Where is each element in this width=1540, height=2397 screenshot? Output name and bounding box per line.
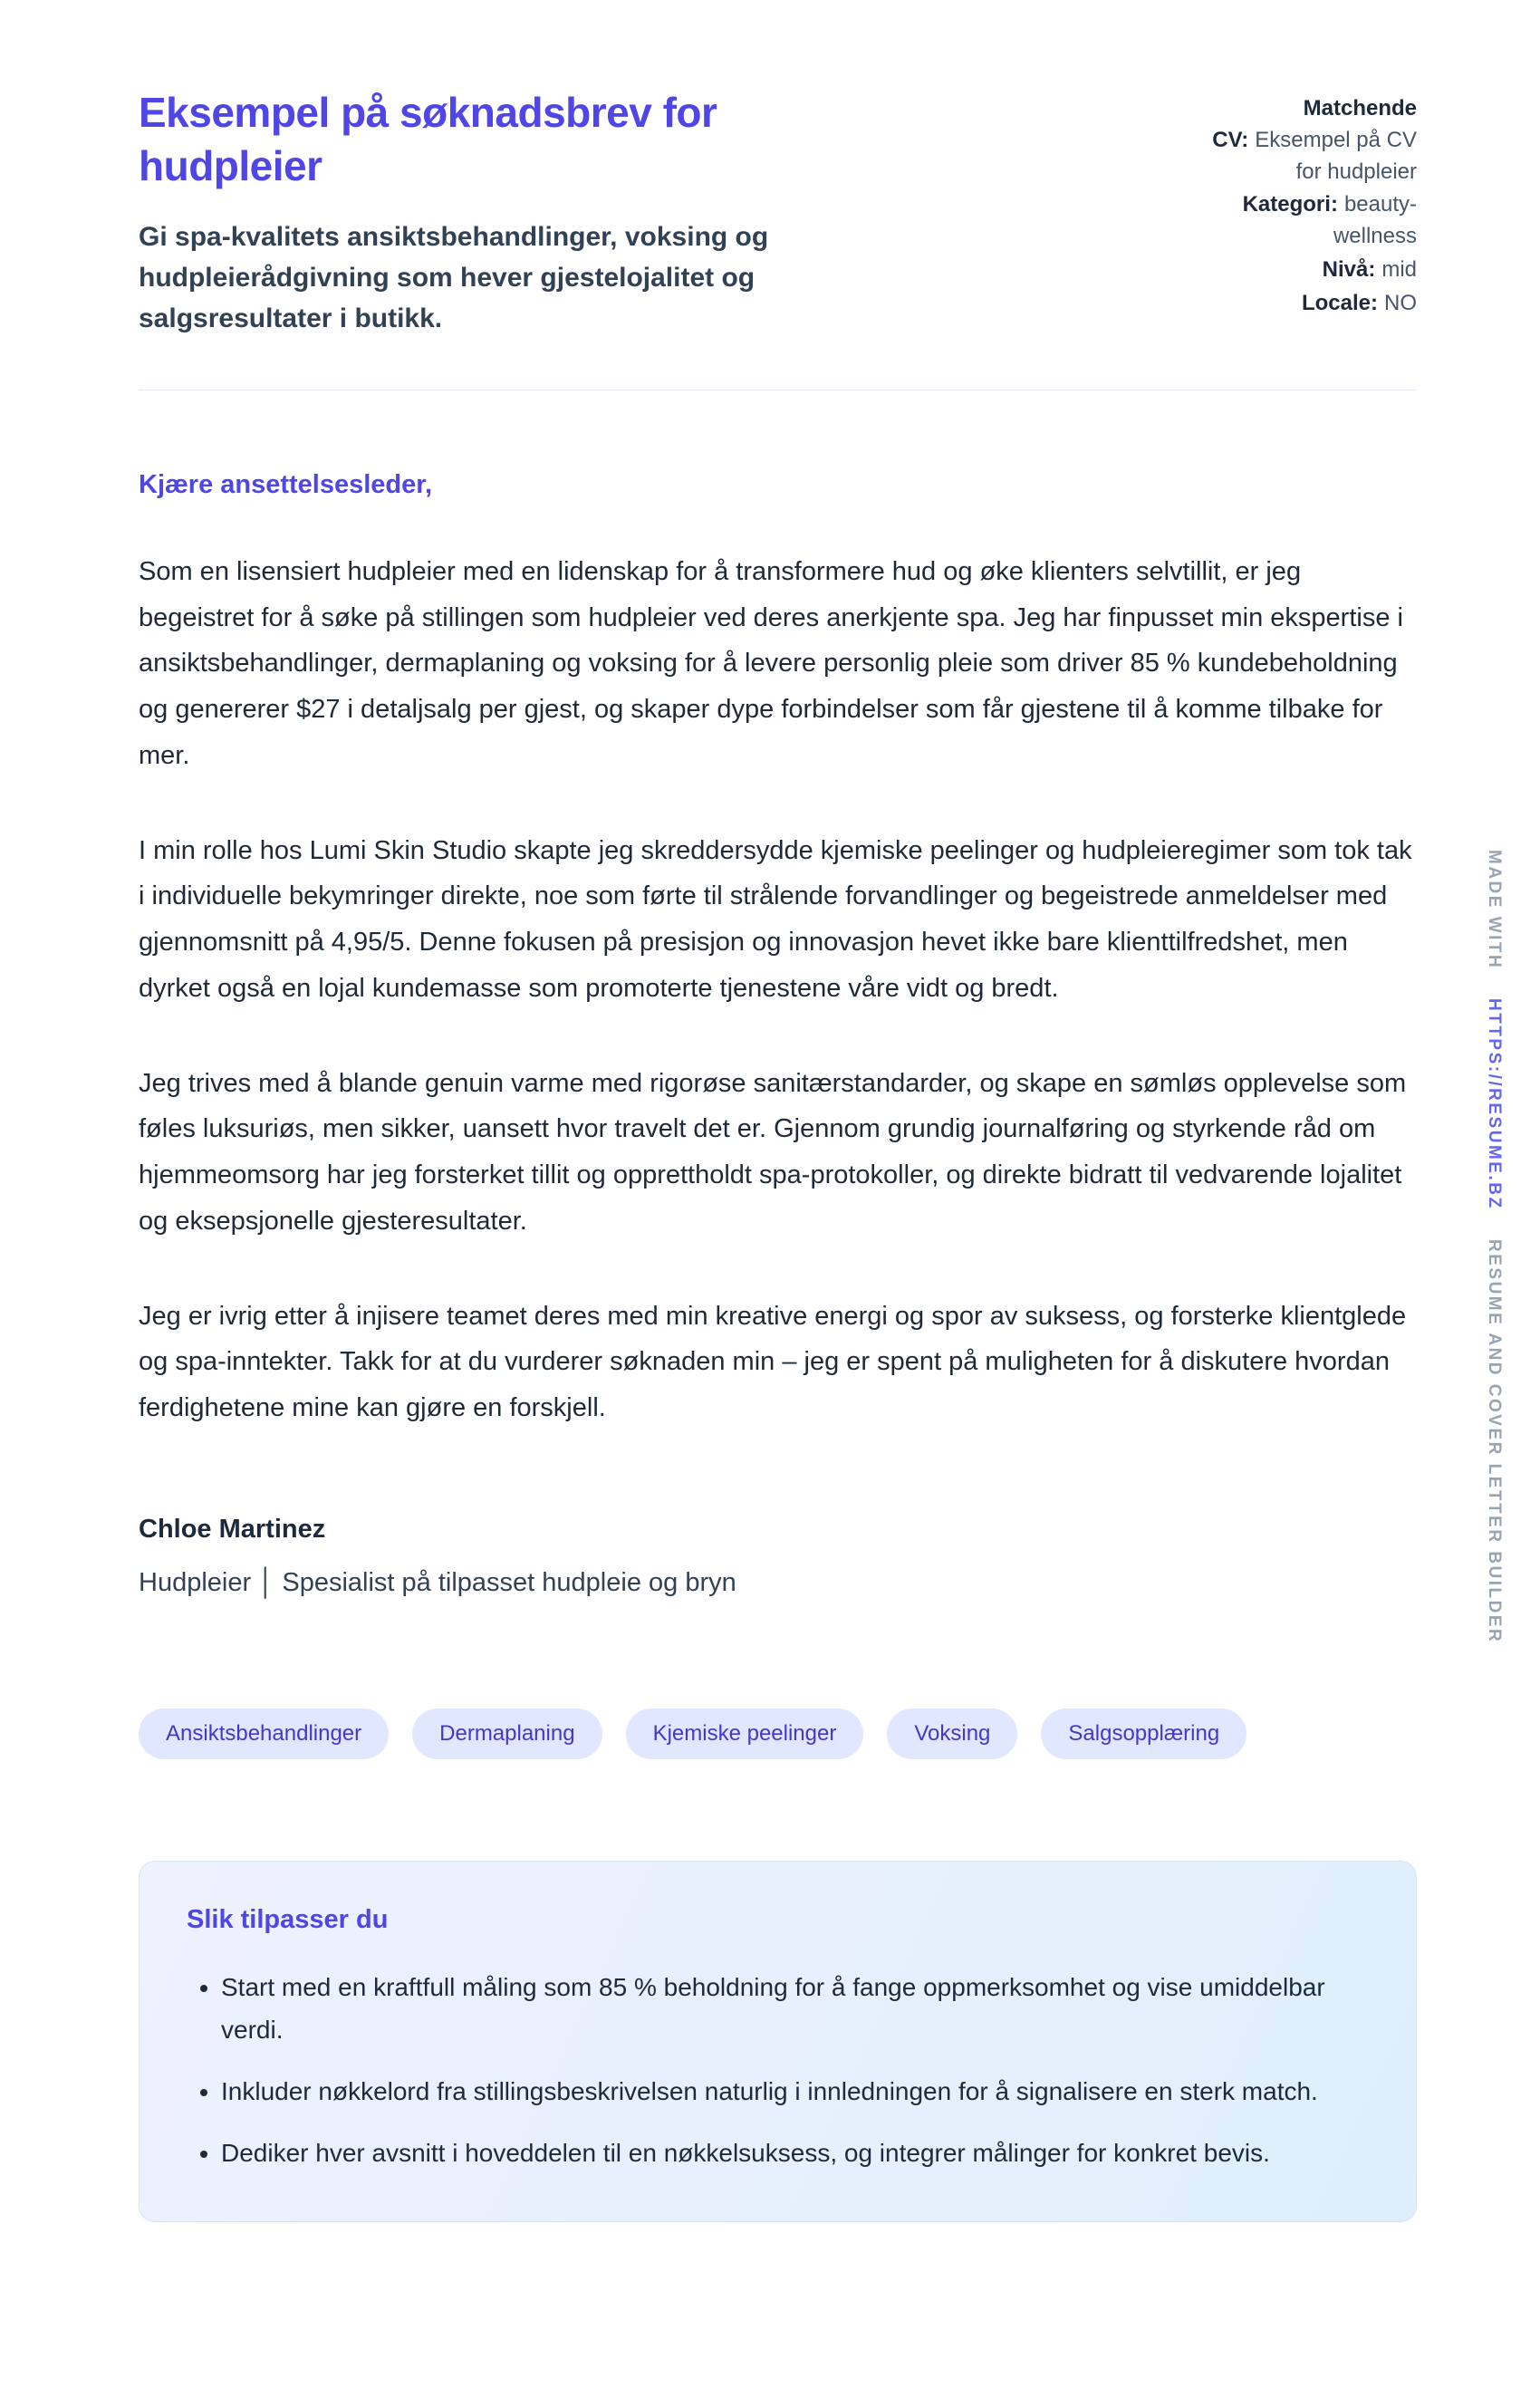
tag-voksing: Voksing xyxy=(887,1709,1017,1759)
header-title-block xyxy=(139,86,900,339)
meta-row-locale xyxy=(1190,288,1417,320)
meta-value-matching-cv: Eksempel på CV for hudpleier xyxy=(1255,127,1417,184)
page-title: Eksempel på søknadsbrev for hudpleier xyxy=(139,89,717,189)
meta-row-matching-cv xyxy=(1190,93,1417,188)
letter-paragraph-1: Som en lisensiert hudpleier med en lidenskap for å transformere hud og øke klienters selvtillit, er jeg begeistret for å søke på stillingen som hudpleier ved deres anerkjente spa. Jeg har finpusset min ekspertise i ansiktsbehandlinger, dermaplaning og voksing for å levere personlig pleie som driver 85 % kundebeholdning og genererer $27 i detaljsalg per gjest, og skaper dype forbindelser som får gjestene til å komme tilbake for mer. xyxy=(139,556,1403,770)
meta-label-matching-cv: Matchende CV: xyxy=(1212,96,1417,152)
tip-item-1: • Start med en kraftfull måling som 85 % beholdning for å fange oppmerksomhet og vise umiddelbar verdi. xyxy=(221,1966,1344,2052)
signature-name: Chloe Martinez xyxy=(139,1514,326,1544)
skill-tags xyxy=(139,1709,1417,1759)
tips-list xyxy=(187,1966,1369,2174)
tip-item-3: • Dediker hver avsnitt i hoveddelen til en nøkkelsuksess, og integrer målinger for konkret bevis. xyxy=(221,2132,1344,2175)
resume-bz-link[interactable]: HTTPS://RESUME.BZ xyxy=(1485,998,1504,1210)
watermark-made-with: MADE WITH xyxy=(1485,850,1504,970)
meta-value-level: mid xyxy=(1381,256,1417,282)
meta-label-level: Nivå: xyxy=(1322,256,1376,282)
tag-dermaplaning: Dermaplaning xyxy=(412,1709,602,1759)
cover-letter xyxy=(139,470,1417,1598)
tag-ansiktsbehandlinger: Ansiktsbehandlinger xyxy=(139,1709,389,1759)
tip-item-2: • Inkluder nøkkelord fra stillingsbeskrivelsen naturlig i innledningen for å signalisere en sterk match. xyxy=(221,2070,1344,2113)
watermark-tagline: RESUME AND COVER LETTER BUILDER xyxy=(1485,1238,1504,1644)
meta-label-category: Kategori: xyxy=(1242,192,1338,217)
page-subtitle: Gi spa-kvalitets ansiktsbehandlinger, voksing og hudpleierådgivning som hever gjestelojalitet og salgsresultater i butikk. xyxy=(139,221,769,333)
watermark xyxy=(1484,850,1504,1643)
meta-row-level xyxy=(1190,255,1417,286)
letter-paragraph-4: Jeg er ivrig etter å injisere teamet deres med min kreative energi og spor av suksess, og forsterke klientglede og spa-inntekter. Takk for at du vurderer søknaden min – jeg er spent på muligheten for å diskutere hvordan ferdighetene mine kan gjøre en forskjell. xyxy=(139,1301,1407,1422)
tips-card xyxy=(139,1861,1417,2222)
meta-panel xyxy=(1190,93,1417,322)
letter-paragraph-2: I min rolle hos Lumi Skin Studio skapte jeg skreddersydde kjemiske peelinger og hudpleieregimer som tok tak i individuelle bekymringer direkte, noe som førte til strålende forvandlinger og begeistrede anmeldelser med gjennomsnitt på 4,95/5. Denne fokusen på presisjon og innovasjon hevet ikke bare klienttilfredshet, men dyrket også en lojal kundemasse som promoterte tjenestene våre vidt og bredt. xyxy=(139,835,1412,1003)
main-content xyxy=(139,0,1417,2222)
letter-paragraph-3: Jeg trives med å blande genuin varme med rigorøse sanitærstandarder, og skape en sømløs opplevelse som føles luksuriøs, men sikker, uansett hvor travelt det er. Gjennom grundig journalføring og styrkende råd om hjemmeomsorg har jeg forsterket tillit og opprettholdt spa-protokoller, og direkte bidratt til vedvarende lojalitet og eksepsjonelle gjesteresultater. xyxy=(139,1068,1407,1236)
signature-role: Hudpleier │ Spesialist på tilpasset hudpleie og bryn xyxy=(139,1567,736,1597)
meta-row-category xyxy=(1190,189,1417,253)
tag-kjemiske-peelinger: Kjemiske peelinger xyxy=(626,1709,864,1759)
letter-greeting: Kjære ansettelsesleder, xyxy=(139,469,433,499)
header xyxy=(139,86,1417,339)
meta-value-locale: NO xyxy=(1384,290,1417,315)
tips-title: Slik tilpasser du xyxy=(187,1904,389,1934)
tag-salgsopplaering: Salgsopplæring xyxy=(1041,1709,1246,1759)
meta-label-locale: Locale: xyxy=(1301,290,1378,315)
meta-value-category: beauty-wellness xyxy=(1333,192,1417,249)
